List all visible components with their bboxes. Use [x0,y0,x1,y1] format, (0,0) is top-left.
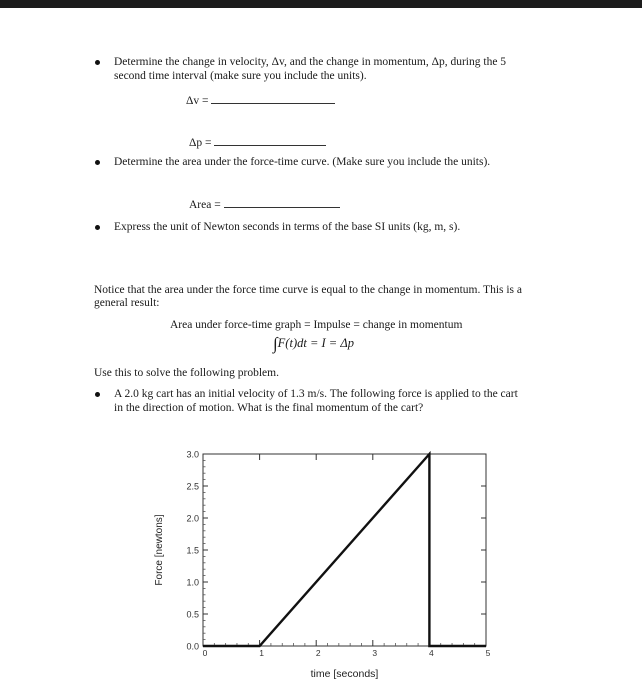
x-tick-label: 4 [429,648,434,658]
x-tick-label: 1 [259,648,264,658]
question-3-text: Express the unit of Newton seconds in terms of the base SI units (kg, m, s). [114,221,461,233]
dv-label: Δv = [186,95,209,107]
y-tick-label: 0.5 [186,609,199,620]
integral-symbol: ∫ [273,334,278,353]
x-tick-label: 0 [202,648,208,658]
force-series-line [203,454,486,646]
y-tick-label: 2.5 [186,481,199,492]
problem-intro: Use this to solve the following problem. [94,367,279,379]
y-tick-label: 2.0 [186,513,199,524]
x-tick-label: 5 [485,648,491,658]
y-tick-label: 1.0 [186,577,199,588]
y-axis-label: Force [newtons] [154,514,165,586]
problem-line-1: A 2.0 kg cart has an initial velocity of 1.3 m/s. The following force is applied to the cart [114,388,518,400]
notice-line-2: general result: [94,297,160,309]
x-tick-label: 3 [372,648,378,658]
dp-label: Δp = [189,137,212,149]
question-1-line-2: second time interval (make sure you include the units). [114,70,367,82]
formula-text: F(t)dt = I = Δp [277,336,354,350]
impulse-equation-text: Area under force-time graph = Impulse = change in momentum [170,319,463,331]
notice-line-1: Notice that the area under the force time curve is equal to the change in momentum. This is a [94,284,523,296]
y-tick-label: 0.0 [186,641,199,652]
question-2-text: Determine the area under the force-time curve. (Make sure you include the units). [114,156,491,168]
y-tick-label: 1.5 [186,545,199,556]
question-1-line-1: Determine the change in velocity, Δv, and the change in momentum, Δp, during the 5 [114,56,507,68]
problem-line-2: in the direction of motion. What is the final momentum of the cart? [114,402,424,414]
y-tick-label: 3.0 [186,449,199,460]
area-label: Area = [189,199,221,211]
x-tick-label: 2 [315,648,321,658]
x-axis-label: time [seconds] [310,668,379,680]
